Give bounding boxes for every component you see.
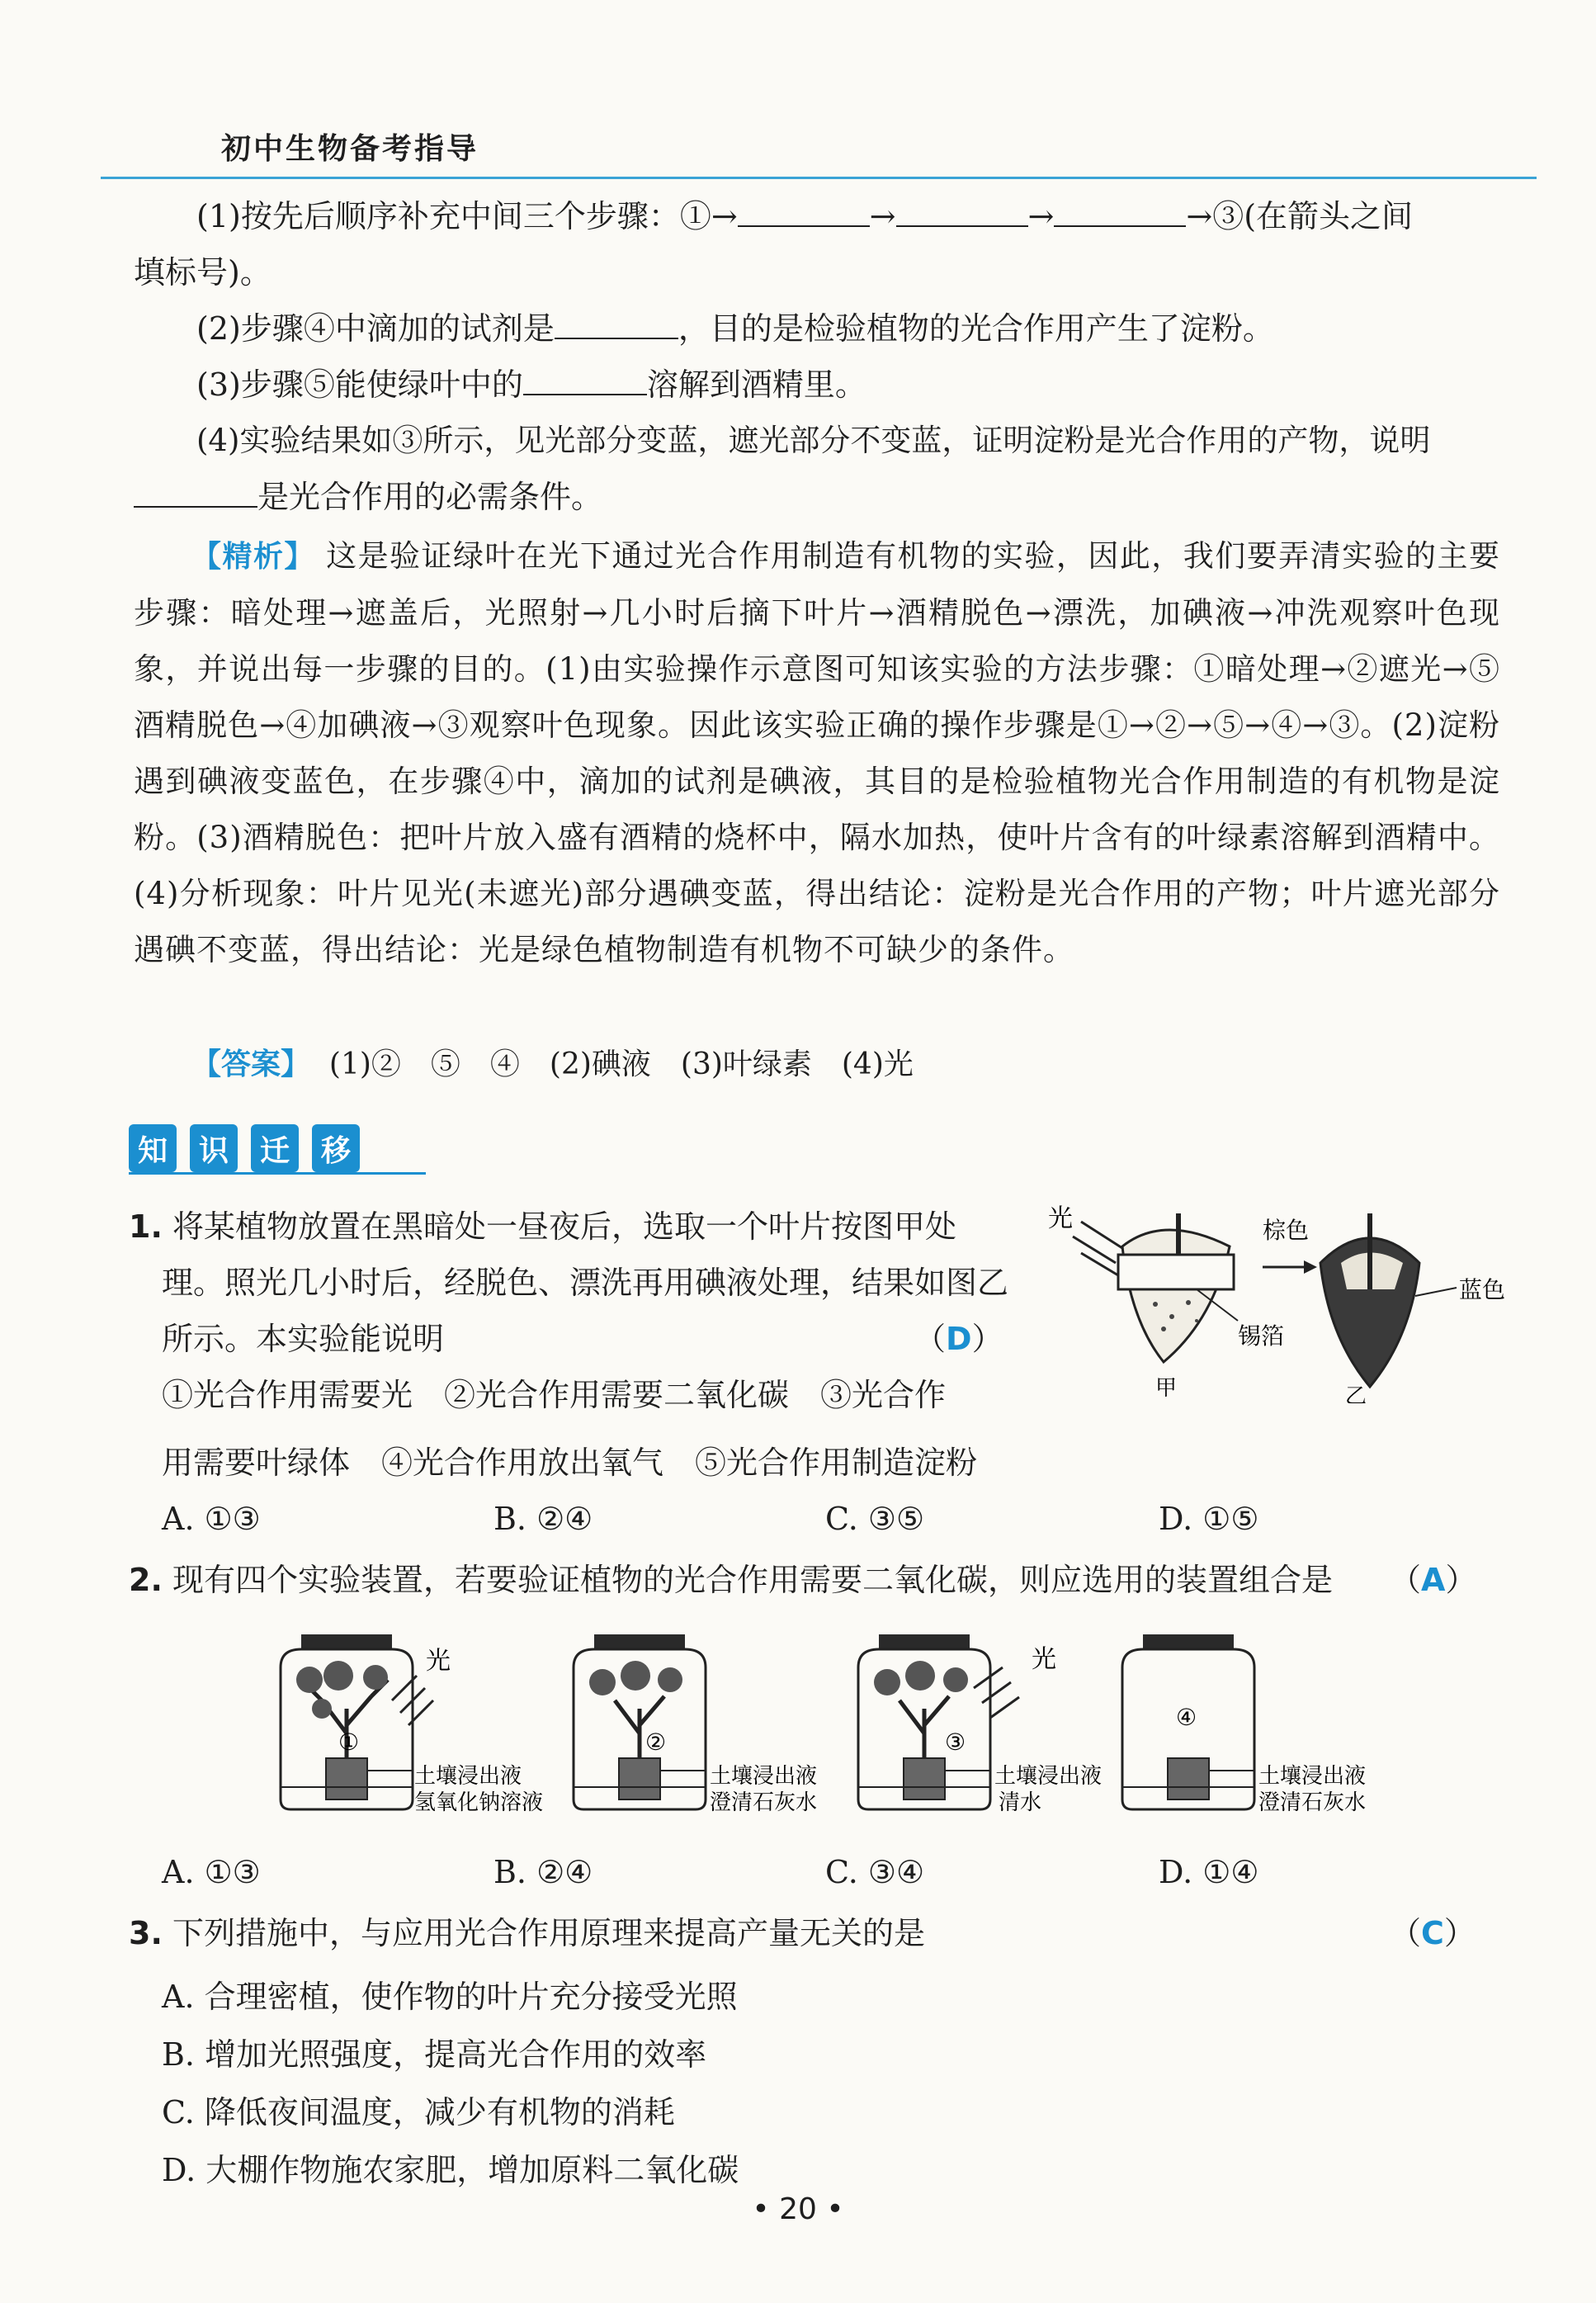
jar-2-lime-label: 澄清石灰水 <box>710 1790 818 1815</box>
blank-4 <box>555 308 678 339</box>
blank-2 <box>896 196 1028 227</box>
banner-char-1: 知 <box>129 1124 177 1172</box>
jar-4-number: ④ <box>1176 1704 1197 1731</box>
blank-6 <box>134 476 257 508</box>
q3-option-d: D. 大棚作物施农家肥，增加原料二氧化碳 <box>162 2152 739 2188</box>
jar-4-soil-label: 土壤浸出液 <box>1258 1764 1367 1789</box>
q2-line <box>129 1558 1333 1601</box>
q1-option-b: B. ②④ <box>493 1501 593 1537</box>
jar-2 <box>574 1634 817 1815</box>
q2-paren-open: （ <box>1390 1562 1422 1598</box>
fig1-light-label: 光 <box>1048 1204 1073 1233</box>
part-4-text-a: (4)实验结果如③所示，见光部分变蓝，遮光部分不变蓝，证明淀粉是光合作用的产物，说明 <box>196 423 1431 458</box>
q1-option-a: A. ①③ <box>162 1501 261 1537</box>
question-part-2 <box>196 307 1274 350</box>
blank-3 <box>1054 196 1186 227</box>
q2-option-c: C. ③④ <box>825 1854 925 1890</box>
q2-answer-box <box>1390 1558 1476 1601</box>
q1-items-2: 用需要叶绿体 ④光合作用放出氧气 ⑤光合作用制造淀粉 <box>162 1445 978 1481</box>
jar-2-soil-label: 土壤浸出液 <box>710 1764 818 1789</box>
banner-char-4: 移 <box>312 1124 360 1172</box>
page-number: • 20 • <box>752 2192 844 2226</box>
jar-1-soil-label: 土壤浸出液 <box>414 1764 522 1789</box>
part-1-arrow-1: → <box>869 198 896 234</box>
q1-paren-open: （ <box>914 1321 947 1357</box>
q1-option-d: D. ①⑤ <box>1159 1501 1259 1537</box>
fig1-yi-label: 乙 <box>1345 1384 1367 1403</box>
q3-paren-close: ） <box>1443 1915 1476 1951</box>
banner-underline <box>129 1172 426 1175</box>
q2-stem: 现有四个实验装置，若要验证植物的光合作用需要二氧化碳，则应选用的装置组合是 <box>172 1562 1333 1598</box>
question-part-4-cont <box>134 475 602 518</box>
header-title: 初中生物备考指导 <box>221 132 479 166</box>
jar-4-lime-label: 澄清石灰水 <box>1258 1790 1367 1815</box>
answer-text: (1)② ⑤ ④ (2)碘液 (3)叶绿素 (4)光 <box>328 1047 914 1081</box>
fig1-brown-label: 棕色 <box>1263 1217 1310 1244</box>
question-part-1 <box>196 195 1413 238</box>
banner-char-2: 识 <box>190 1124 238 1172</box>
process-arrowhead <box>1304 1260 1317 1274</box>
question-part-3 <box>196 363 866 406</box>
fig1-jia-label: 甲 <box>1155 1376 1178 1401</box>
part-1-end: →③(在箭头之间 <box>1186 198 1414 234</box>
q3-option-b: B. 增加光照强度，提高光合作用的效率 <box>162 2036 707 2073</box>
answer-tag: 【答案】 <box>191 1047 311 1081</box>
blank-5 <box>523 364 647 395</box>
q3-line <box>129 1912 925 1955</box>
jar-1 <box>281 1634 543 1815</box>
q2-option-d: D. ①④ <box>1159 1854 1259 1890</box>
analysis-text: 这是验证绿叶在光下通过光合作用制造有机物的实验，因此，我们要弄清实验的主要步骤：暗处理→遮盖后，光照射→几小时后摘下叶片→酒精脱色→漂洗，加碘液→冲洗观察叶色现象，并说出每一步骤的目的。(1)由实验操作示意图可知该实验的方法步骤：①暗处理→②遮光→⑤酒精脱色→④加碘液→③观察叶色现象。因此该实验正确的操作步骤是①→②→⑤→④→③。(2)淀粉遇到碘液变蓝色，在步骤④中，滴加的试剂是碘液，其目的是检验植物光合作用制造的有机物是淀粉。(3)酒精脱色：把叶片放入盛有酒精的烧杯中，隔水加热，使叶片含有的叶绿素溶解到酒精中。(4)分析现象：叶片见光(未遮光)部分遇碘变蓝，得出结论：淀粉是光合作用的产物；叶片遮光部分遇碘不变蓝，得出结论：光是绿色植物制造有机物不可缺少的条件。 <box>134 538 1500 967</box>
jar-3-soil-label: 土壤浸出液 <box>994 1764 1103 1789</box>
part-1-arrow-2: → <box>1027 198 1055 234</box>
jar-1-light-label: 光 <box>426 1647 451 1676</box>
q1-option-c: C. ③⑤ <box>825 1501 925 1537</box>
light-rays <box>1073 1222 1122 1278</box>
q3-paren-open: （ <box>1390 1915 1422 1951</box>
analysis-tag: 【精析】 <box>191 540 315 574</box>
section-banner <box>129 1121 360 1175</box>
q2-option-a: A. ①③ <box>162 1854 261 1890</box>
q1-number: 1. <box>129 1208 163 1245</box>
part-1-text: (1)按先后顺序补充中间三个步骤：①→ <box>196 198 738 234</box>
q3-stem: 下列措施中，与应用光合作用原理来提高产量无关的是 <box>172 1915 925 1951</box>
q1-stem-3: 所示。本实验能说明 <box>162 1321 445 1357</box>
q2-answer: A <box>1421 1562 1446 1598</box>
q1-stem-2: 理。照光几小时后，经脱色、漂洗再用碘液处理，结果如图乙 <box>162 1265 1009 1301</box>
fig1-blue-label: 蓝色 <box>1459 1276 1506 1303</box>
jar-3-number: ③ <box>945 1728 966 1756</box>
foil-strip <box>1118 1255 1234 1289</box>
q2-number: 2. <box>129 1562 163 1598</box>
jar-4 <box>1122 1634 1366 1815</box>
part-3-text-a: (3)步骤⑤能使绿叶中的 <box>196 366 523 403</box>
jar-2-number: ② <box>645 1728 667 1756</box>
part-4-text-b: 是光合作用的必需条件。 <box>257 479 603 515</box>
jar-experiment-figure <box>264 1618 1436 1824</box>
q1-answer-box <box>914 1317 1003 1360</box>
part-2-text-a: (2)步骤④中滴加的试剂是 <box>196 310 555 347</box>
part-3-text-b: 溶解到酒精里。 <box>646 366 866 403</box>
q2-paren-close: ） <box>1445 1562 1477 1598</box>
header-divider <box>101 177 1537 179</box>
analysis-paragraph <box>134 528 1500 978</box>
q1-line-1 <box>129 1205 956 1248</box>
leaf-experiment-figure <box>1040 1197 1518 1403</box>
q3-answer: C <box>1421 1915 1444 1951</box>
jar-3-water-label: 清水 <box>999 1790 1042 1815</box>
q3-option-c: C. 降低夜间温度，减少有机物的消耗 <box>162 2094 675 2130</box>
jar-3-light-label: 光 <box>1032 1645 1056 1674</box>
jar-1-naoh-label: 氢氧化钠溶液 <box>414 1790 544 1815</box>
banner-char-3: 迁 <box>251 1124 299 1172</box>
part-2-text-b: ，目的是检验植物的光合作用产生了淀粉。 <box>678 310 1274 347</box>
blue-pointer <box>1415 1288 1457 1296</box>
q3-answer-box <box>1390 1912 1476 1955</box>
q1-stem-1: 将某植物放置在黑暗处一昼夜后，选取一个叶片按图甲处 <box>172 1208 956 1245</box>
q3-number: 3. <box>129 1915 163 1951</box>
q2-option-b: B. ②④ <box>493 1854 593 1890</box>
jar-3 <box>858 1634 1102 1815</box>
answer-line <box>191 1043 914 1086</box>
q1-items-1: ①光合作用需要光 ②光合作用需要二氧化碳 ③光合作 <box>162 1377 947 1413</box>
blank-1 <box>738 196 870 227</box>
q1-answer: D <box>946 1321 972 1357</box>
jar-1-number: ① <box>338 1728 360 1756</box>
q3-option-a: A. 合理密植，使作物的叶片充分接受光照 <box>162 1979 738 2015</box>
q1-paren-close: ） <box>971 1321 1003 1357</box>
fig1-foil-label: 锡箔 <box>1238 1322 1285 1350</box>
part-1-continuation: 填标号)。 <box>134 254 272 291</box>
